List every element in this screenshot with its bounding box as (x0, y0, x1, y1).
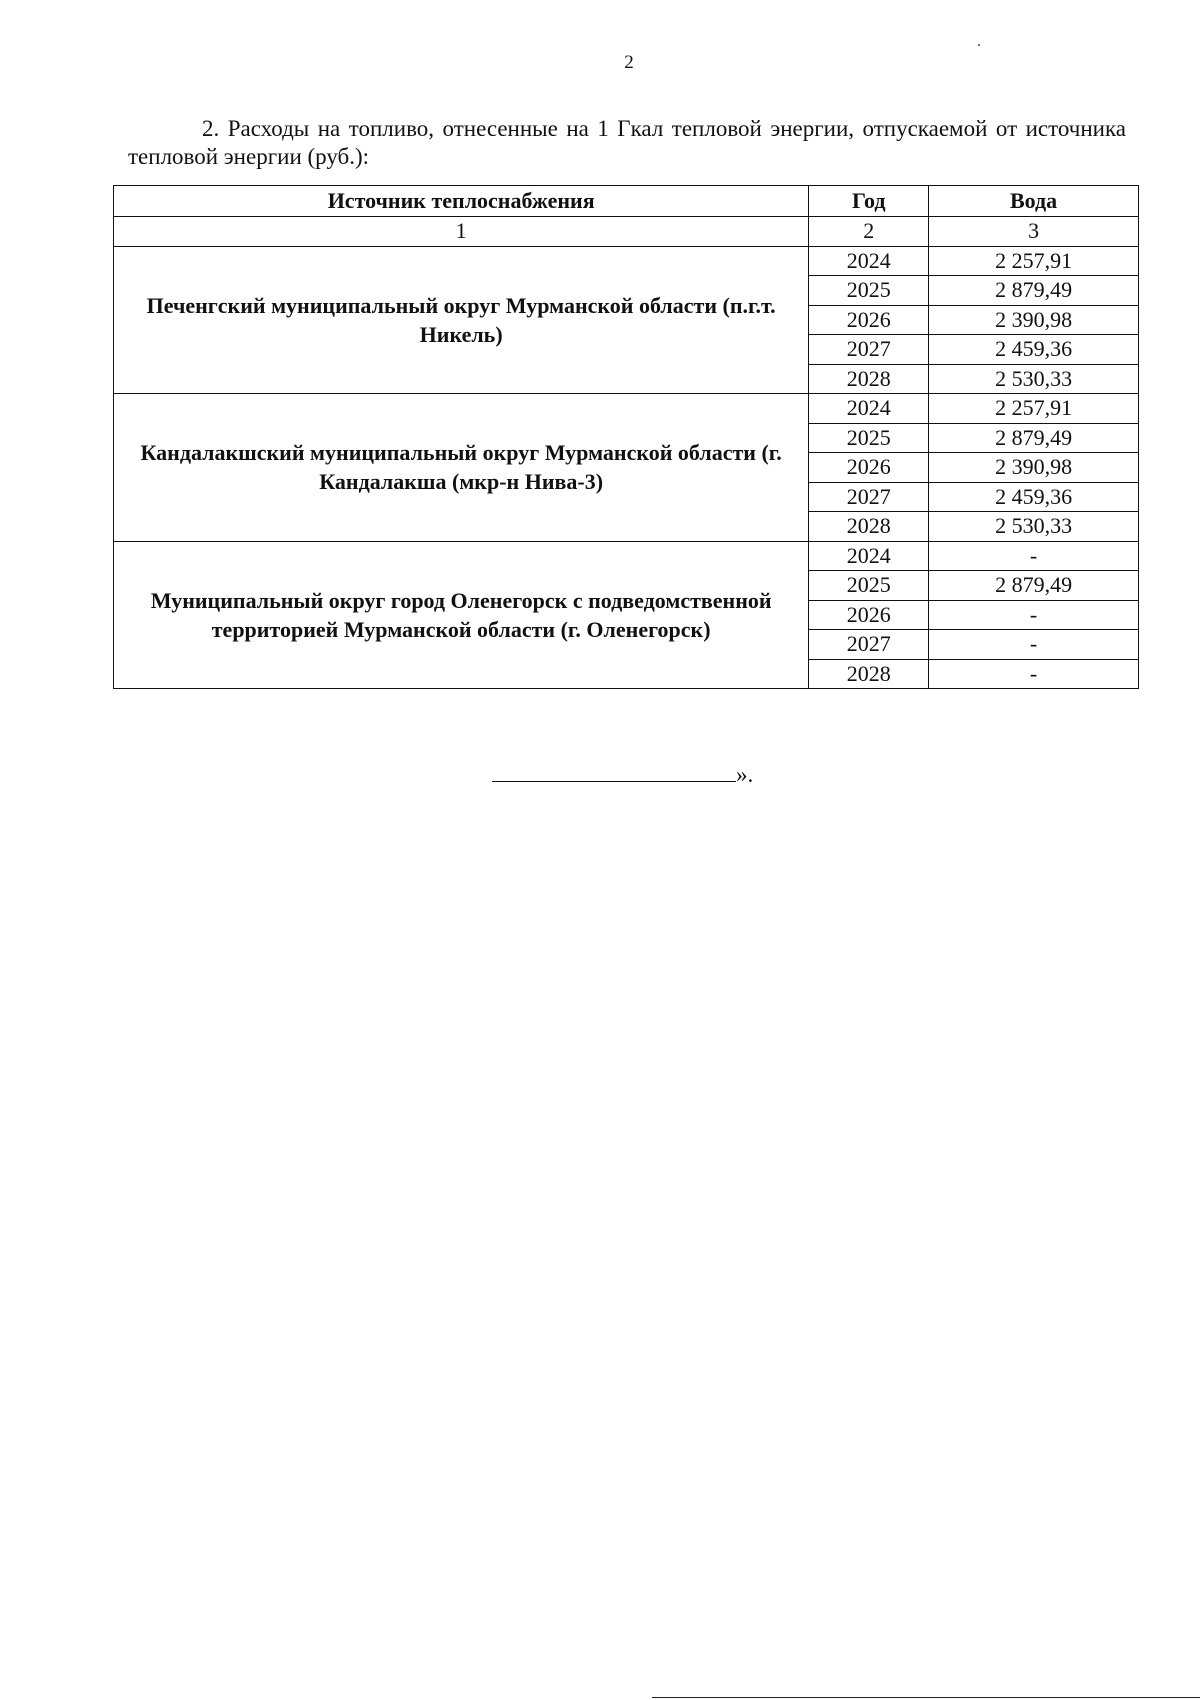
value-cell: 2 530,33 (929, 364, 1139, 394)
closing-rule (492, 780, 736, 782)
year-cell: 2024 (809, 246, 929, 276)
header-source: Источник теплоснабжения (114, 186, 809, 217)
year-cell: 2025 (809, 423, 929, 453)
year-cell: 2027 (809, 335, 929, 365)
value-cell: - (929, 659, 1139, 689)
year-cell: 2028 (809, 512, 929, 542)
value-cell: 2 390,98 (929, 305, 1139, 335)
value-cell: - (929, 541, 1139, 571)
value-cell: 2 390,98 (929, 453, 1139, 483)
value-cell: 2 879,49 (929, 423, 1139, 453)
year-cell: 2024 (809, 394, 929, 424)
column-number: 3 (929, 217, 1139, 247)
fuel-cost-table (113, 185, 1139, 689)
table-row (114, 246, 1139, 276)
table-header-row (114, 186, 1139, 217)
year-cell: 2025 (809, 571, 929, 601)
table-row (114, 394, 1139, 424)
closing-mark: ». (736, 762, 754, 787)
value-cell: 2 459,36 (929, 335, 1139, 365)
intro-paragraph: 2. Расходы на топливо, отнесенные на 1 Гкал тепловой энергии, отпускаемой от источника тепловой энергии (руб.): (128, 116, 1126, 169)
column-number: 1 (114, 217, 809, 247)
value-cell: 2 257,91 (929, 394, 1139, 424)
value-cell: 2 879,49 (929, 276, 1139, 306)
source-cell: Муниципальный округ город Оленегорск с подведомственной территорией Мурманской области (г. Оленегорск) (114, 541, 809, 689)
footer-rule (652, 1697, 1200, 1698)
table-row (114, 541, 1139, 571)
year-cell: 2028 (809, 659, 929, 689)
year-cell: 2024 (809, 541, 929, 571)
page-number: 2 (624, 52, 634, 73)
column-number: 2 (809, 217, 929, 247)
header-year: Год (809, 186, 929, 217)
year-cell: 2025 (809, 276, 929, 306)
header-water: Вода (929, 186, 1139, 217)
value-cell: - (929, 630, 1139, 660)
year-cell: 2026 (809, 305, 929, 335)
source-cell: Кандалакшский муниципальный округ Мурманской области (г. Кандалакша (мкр-н Нива-3) (114, 394, 809, 542)
closing-line (492, 762, 753, 788)
value-cell: 2 257,91 (929, 246, 1139, 276)
value-cell: - (929, 600, 1139, 630)
year-cell: 2028 (809, 364, 929, 394)
year-cell: 2027 (809, 482, 929, 512)
value-cell: 2 459,36 (929, 482, 1139, 512)
value-cell: 2 879,49 (929, 571, 1139, 601)
source-cell: Печенгский муниципальный округ Мурманской области (п.г.т. Никель) (114, 246, 809, 394)
value-cell: 2 530,33 (929, 512, 1139, 542)
year-cell: 2026 (809, 453, 929, 483)
column-number-row (114, 217, 1139, 247)
year-cell: 2027 (809, 630, 929, 660)
scan-speck (978, 44, 980, 46)
year-cell: 2026 (809, 600, 929, 630)
